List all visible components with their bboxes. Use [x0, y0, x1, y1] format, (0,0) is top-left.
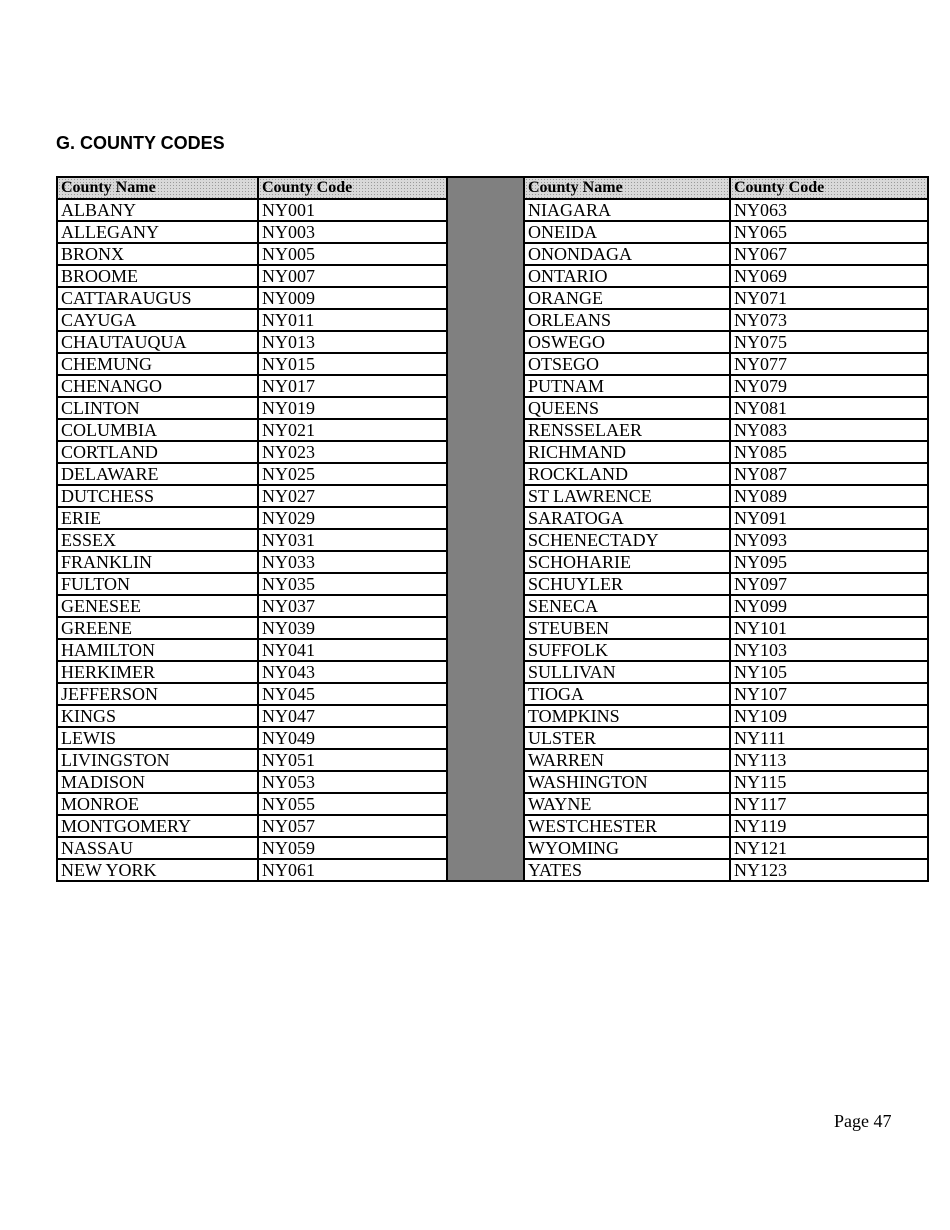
column-separator: [447, 507, 524, 529]
right-county-name: ROCKLAND: [524, 463, 730, 485]
right-county-name: WARREN: [524, 749, 730, 771]
table-row: [57, 837, 928, 859]
right-county-code: NY101: [730, 617, 928, 639]
right-county-name: SULLIVAN: [524, 661, 730, 683]
left-county-name: CHAUTAUQUA: [57, 331, 258, 353]
right-county-name: WASHINGTON: [524, 771, 730, 793]
left-county-name: CLINTON: [57, 397, 258, 419]
table-row: [57, 309, 928, 331]
left-county-name: HAMILTON: [57, 639, 258, 661]
left-county-code: NY047: [258, 705, 447, 727]
column-separator: [447, 617, 524, 639]
header-right-county-name: County Name: [524, 177, 730, 199]
column-separator: [447, 199, 524, 221]
table-row: [57, 617, 928, 639]
right-county-code: NY117: [730, 793, 928, 815]
table-row: [57, 639, 928, 661]
left-county-code: NY051: [258, 749, 447, 771]
right-county-code: NY075: [730, 331, 928, 353]
left-county-code: NY061: [258, 859, 447, 881]
right-county-name: SENECA: [524, 595, 730, 617]
table-row: [57, 331, 928, 353]
column-separator: [447, 265, 524, 287]
column-separator: [447, 353, 524, 375]
right-county-name: SCHOHARIE: [524, 551, 730, 573]
right-county-code: NY083: [730, 419, 928, 441]
right-county-code: NY119: [730, 815, 928, 837]
left-county-code: NY013: [258, 331, 447, 353]
left-county-code: NY007: [258, 265, 447, 287]
left-county-name: MONTGOMERY: [57, 815, 258, 837]
left-county-code: NY037: [258, 595, 447, 617]
column-separator: [447, 463, 524, 485]
left-county-name: FULTON: [57, 573, 258, 595]
left-county-code: NY015: [258, 353, 447, 375]
right-county-code: NY073: [730, 309, 928, 331]
left-county-code: NY043: [258, 661, 447, 683]
table-row: [57, 529, 928, 551]
right-county-code: NY071: [730, 287, 928, 309]
left-county-code: NY045: [258, 683, 447, 705]
left-county-code: NY001: [258, 199, 447, 221]
right-county-code: NY065: [730, 221, 928, 243]
right-county-code: NY093: [730, 529, 928, 551]
right-county-name: SARATOGA: [524, 507, 730, 529]
right-county-name: ONONDAGA: [524, 243, 730, 265]
section-title: G. COUNTY CODES: [56, 133, 225, 153]
right-county-code: NY099: [730, 595, 928, 617]
column-separator: [447, 375, 524, 397]
right-county-name: QUEENS: [524, 397, 730, 419]
left-county-name: FRANKLIN: [57, 551, 258, 573]
left-county-name: HERKIMER: [57, 661, 258, 683]
table-row: [57, 595, 928, 617]
right-county-code: NY113: [730, 749, 928, 771]
table-row: [57, 859, 928, 881]
right-county-name: ORANGE: [524, 287, 730, 309]
left-county-code: NY027: [258, 485, 447, 507]
column-separator: [447, 683, 524, 705]
table-row: [57, 441, 928, 463]
right-county-code: NY077: [730, 353, 928, 375]
right-county-name: SCHUYLER: [524, 573, 730, 595]
left-county-name: ALLEGANY: [57, 221, 258, 243]
right-county-code: NY085: [730, 441, 928, 463]
left-county-code: NY031: [258, 529, 447, 551]
right-county-code: NY067: [730, 243, 928, 265]
left-county-name: JEFFERSON: [57, 683, 258, 705]
left-county-code: NY035: [258, 573, 447, 595]
right-county-code: NY109: [730, 705, 928, 727]
column-separator: [447, 639, 524, 661]
table-row: [57, 463, 928, 485]
table-row: [57, 727, 928, 749]
left-county-code: NY055: [258, 793, 447, 815]
table-row: [57, 265, 928, 287]
column-separator: [447, 177, 524, 199]
right-county-code: NY123: [730, 859, 928, 881]
table-row: [57, 683, 928, 705]
column-separator: [447, 859, 524, 881]
right-county-name: PUTNAM: [524, 375, 730, 397]
right-county-name: SUFFOLK: [524, 639, 730, 661]
table-row: [57, 397, 928, 419]
table-row: [57, 573, 928, 595]
left-county-name: NEW YORK: [57, 859, 258, 881]
right-county-code: NY087: [730, 463, 928, 485]
table-row: [57, 507, 928, 529]
left-county-name: ESSEX: [57, 529, 258, 551]
right-county-name: OSWEGO: [524, 331, 730, 353]
right-county-name: YATES: [524, 859, 730, 881]
left-county-code: NY017: [258, 375, 447, 397]
header-left-county-code: County Code: [258, 177, 447, 199]
left-county-code: NY053: [258, 771, 447, 793]
left-county-name: CHENANGO: [57, 375, 258, 397]
column-separator: [447, 551, 524, 573]
right-county-name: ONTARIO: [524, 265, 730, 287]
left-county-code: NY011: [258, 309, 447, 331]
column-separator: [447, 837, 524, 859]
header-right-county-code: County Code: [730, 177, 928, 199]
left-county-code: NY021: [258, 419, 447, 441]
left-county-name: CAYUGA: [57, 309, 258, 331]
left-county-name: KINGS: [57, 705, 258, 727]
left-county-code: NY041: [258, 639, 447, 661]
left-county-name: CORTLAND: [57, 441, 258, 463]
left-county-code: NY009: [258, 287, 447, 309]
right-county-code: NY097: [730, 573, 928, 595]
right-county-name: WESTCHESTER: [524, 815, 730, 837]
left-county-name: DELAWARE: [57, 463, 258, 485]
left-county-code: NY005: [258, 243, 447, 265]
column-separator: [447, 793, 524, 815]
right-county-code: NY111: [730, 727, 928, 749]
page-number: Page 47: [834, 1111, 892, 1131]
column-separator: [447, 573, 524, 595]
left-county-name: MADISON: [57, 771, 258, 793]
right-county-code: NY069: [730, 265, 928, 287]
column-separator: [447, 331, 524, 353]
right-county-name: TOMPKINS: [524, 705, 730, 727]
table-body: [57, 199, 928, 881]
left-county-name: CATTARAUGUS: [57, 287, 258, 309]
table-row: [57, 661, 928, 683]
right-county-code: NY107: [730, 683, 928, 705]
table-row: [57, 243, 928, 265]
table-row: [57, 551, 928, 573]
left-county-code: NY003: [258, 221, 447, 243]
right-county-code: NY091: [730, 507, 928, 529]
table-row: [57, 749, 928, 771]
left-county-code: NY033: [258, 551, 447, 573]
left-county-name: BROOME: [57, 265, 258, 287]
left-county-name: LIVINGSTON: [57, 749, 258, 771]
left-county-name: GREENE: [57, 617, 258, 639]
column-separator: [447, 749, 524, 771]
right-county-name: STEUBEN: [524, 617, 730, 639]
column-separator: [447, 661, 524, 683]
column-separator: [447, 397, 524, 419]
left-county-name: GENESEE: [57, 595, 258, 617]
right-county-code: NY079: [730, 375, 928, 397]
right-county-code: NY115: [730, 771, 928, 793]
right-county-name: SCHENECTADY: [524, 529, 730, 551]
column-separator: [447, 221, 524, 243]
left-county-code: NY029: [258, 507, 447, 529]
table-row: [57, 419, 928, 441]
right-county-code: NY103: [730, 639, 928, 661]
column-separator: [447, 287, 524, 309]
right-county-name: WAYNE: [524, 793, 730, 815]
column-separator: [447, 727, 524, 749]
right-county-code: NY121: [730, 837, 928, 859]
left-county-name: ALBANY: [57, 199, 258, 221]
right-county-name: ULSTER: [524, 727, 730, 749]
left-county-code: NY059: [258, 837, 447, 859]
right-county-name: RENSSELAER: [524, 419, 730, 441]
left-county-code: NY039: [258, 617, 447, 639]
left-county-name: MONROE: [57, 793, 258, 815]
column-separator: [447, 529, 524, 551]
right-county-name: ONEIDA: [524, 221, 730, 243]
column-separator: [447, 243, 524, 265]
right-county-name: TIOGA: [524, 683, 730, 705]
right-county-code: NY105: [730, 661, 928, 683]
right-county-name: NIAGARA: [524, 199, 730, 221]
table-row: [57, 375, 928, 397]
column-separator: [447, 419, 524, 441]
header-left-county-name: County Name: [57, 177, 258, 199]
county-codes-table: [56, 176, 929, 882]
left-county-name: CHEMUNG: [57, 353, 258, 375]
right-county-code: NY089: [730, 485, 928, 507]
right-county-name: WYOMING: [524, 837, 730, 859]
table-header-row: [57, 177, 928, 199]
left-county-name: ERIE: [57, 507, 258, 529]
table-row: [57, 199, 928, 221]
column-separator: [447, 485, 524, 507]
right-county-name: RICHMAND: [524, 441, 730, 463]
table-row: [57, 287, 928, 309]
table-row: [57, 793, 928, 815]
left-county-code: NY049: [258, 727, 447, 749]
column-separator: [447, 705, 524, 727]
column-separator: [447, 815, 524, 837]
right-county-name: OTSEGO: [524, 353, 730, 375]
table-row: [57, 815, 928, 837]
table-row: [57, 771, 928, 793]
table-row: [57, 485, 928, 507]
right-county-name: ST LAWRENCE: [524, 485, 730, 507]
column-separator: [447, 771, 524, 793]
left-county-name: DUTCHESS: [57, 485, 258, 507]
left-county-code: NY019: [258, 397, 447, 419]
left-county-name: COLUMBIA: [57, 419, 258, 441]
column-separator: [447, 441, 524, 463]
table-row: [57, 221, 928, 243]
right-county-code: NY081: [730, 397, 928, 419]
column-separator: [447, 595, 524, 617]
left-county-name: NASSAU: [57, 837, 258, 859]
column-separator: [447, 309, 524, 331]
right-county-code: NY063: [730, 199, 928, 221]
left-county-name: BRONX: [57, 243, 258, 265]
left-county-code: NY025: [258, 463, 447, 485]
table-row: [57, 705, 928, 727]
left-county-name: LEWIS: [57, 727, 258, 749]
left-county-code: NY023: [258, 441, 447, 463]
right-county-code: NY095: [730, 551, 928, 573]
right-county-name: ORLEANS: [524, 309, 730, 331]
left-county-code: NY057: [258, 815, 447, 837]
table-row: [57, 353, 928, 375]
